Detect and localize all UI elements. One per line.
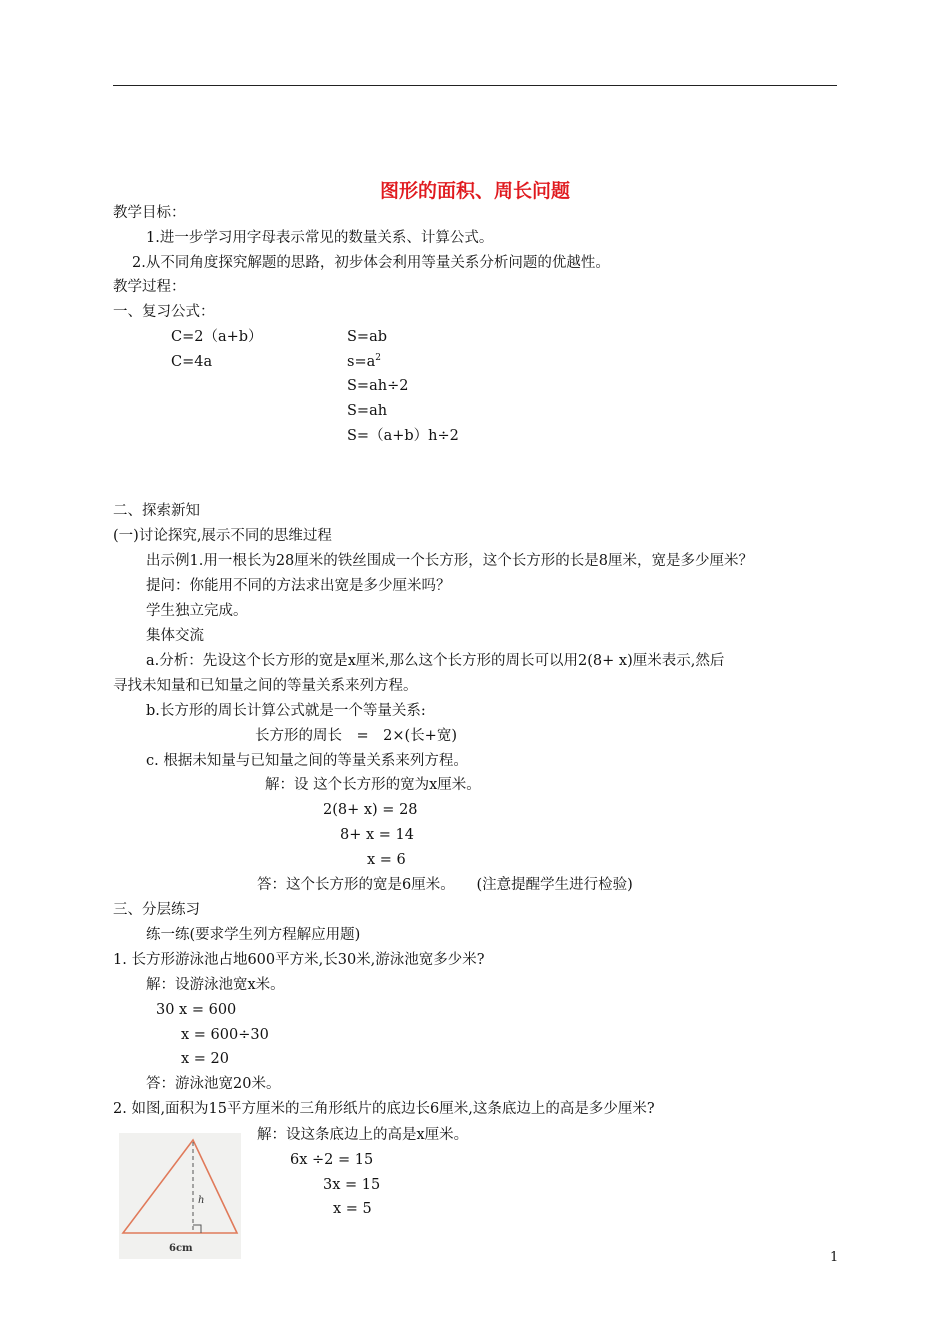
triangle-shape — [123, 1140, 237, 1233]
triangle-figure — [119, 1133, 241, 1259]
review-heading: 一、复习公式： — [113, 304, 215, 320]
solution-setup: 解：设 这个长方形的宽为x厘米。 — [265, 777, 481, 793]
example-1-text: 出示例1.用一根长为28厘米的铁丝围成一个长方形，这个长方形的长是8厘米，宽是多少厘米？ — [146, 553, 754, 569]
question-text: 提问：你能用不同的方法求出宽是多少厘米吗？ — [146, 578, 451, 594]
page-number: 1 — [830, 1250, 839, 1265]
equation-line: 30 x = 600 — [156, 1002, 237, 1018]
base-label: 6cm — [169, 1243, 193, 1254]
equation-line: x = 5 — [333, 1201, 372, 1217]
analysis-c: c. 根据未知量与已知量之间的等量关系来列方程。 — [146, 753, 468, 769]
triangle-diagram — [119, 1133, 241, 1259]
formula-perimeter-square: C=4a — [171, 354, 213, 370]
analysis-b: b.长方形的周长计算公式就是一个等量关系: — [146, 703, 426, 719]
explore-subheading: (一)讨论探究,展示不同的思维过程 — [113, 528, 332, 544]
instruction-text: 集体交流 — [146, 628, 204, 644]
equation-line: 3x = 15 — [323, 1177, 381, 1193]
analysis-a-continued: 寻找未知量和已知量之间的等量关系来列方程。 — [113, 678, 418, 694]
equation-line: x = 600÷30 — [181, 1027, 269, 1043]
header-rule — [113, 85, 837, 86]
goal-item: 2.从不同角度探究解题的思路，初步体会利用等量关系分析问题的优越性。 — [132, 255, 610, 271]
formula-area-rect: S=ab — [347, 329, 388, 345]
formula-perimeter-rect: C=2（a+b） — [171, 329, 263, 345]
answer-line: 答：游泳池宽20米。 — [146, 1076, 281, 1092]
equation-line: 6x ÷2 = 15 — [290, 1152, 374, 1168]
equation-line: x = 6 — [367, 852, 406, 868]
explore-heading: 二、探索新知 — [113, 503, 200, 519]
formula-area-trapezoid: S=（a+b）h÷2 — [347, 428, 459, 444]
practice-subheading: 练一练(要求学生列方程解应用题) — [146, 927, 361, 943]
formula-area-parallelogram: S=ah — [347, 403, 388, 419]
instruction-text: 学生独立完成。 — [146, 603, 248, 619]
process-heading: 教学过程： — [113, 279, 186, 295]
goal-item: 1.进一步学习用字母表示常见的数量关系、计算公式。 — [146, 230, 494, 246]
height-label: h — [198, 1195, 205, 1206]
formula-area-square: $s=a^2$ — [347, 353, 381, 370]
answer-line: 答：这个长方形的宽是6厘米。 (注意提醒学生进行检验) — [257, 877, 633, 893]
solution-setup: 解：设游泳池宽x米。 — [146, 977, 285, 993]
formula-area-triangle: S=ah÷2 — [347, 378, 409, 394]
solution-setup: 解：设这条底边上的高是x厘米。 — [257, 1127, 469, 1143]
practice-heading: 三、分层练习 — [113, 902, 200, 918]
perimeter-relation: 长方形的周长 = 2×(长+宽) — [255, 728, 457, 744]
equation-line: x = 20 — [181, 1051, 229, 1067]
right-angle-mark — [193, 1225, 201, 1233]
document-title: 图形的面积、周长问题 — [379, 180, 570, 202]
question-2: 2. 如图,面积为15平方厘米的三角形纸片的底边长6厘米,这条底边上的高是多少厘米? — [113, 1101, 655, 1117]
analysis-a: a.分析：先设这个长方形的宽是x厘米,那么这个长方形的周长可以用2(8+ x)厘米表示,然后 — [146, 653, 725, 669]
equation-line: 8+ x = 14 — [340, 827, 414, 843]
equation-line: 2(8+ x) = 28 — [323, 802, 418, 818]
goals-heading: 教学目标： — [113, 205, 186, 221]
question-1: 1. 长方形游泳池占地600平方米,长30米,游泳池宽多少米? — [113, 952, 485, 968]
